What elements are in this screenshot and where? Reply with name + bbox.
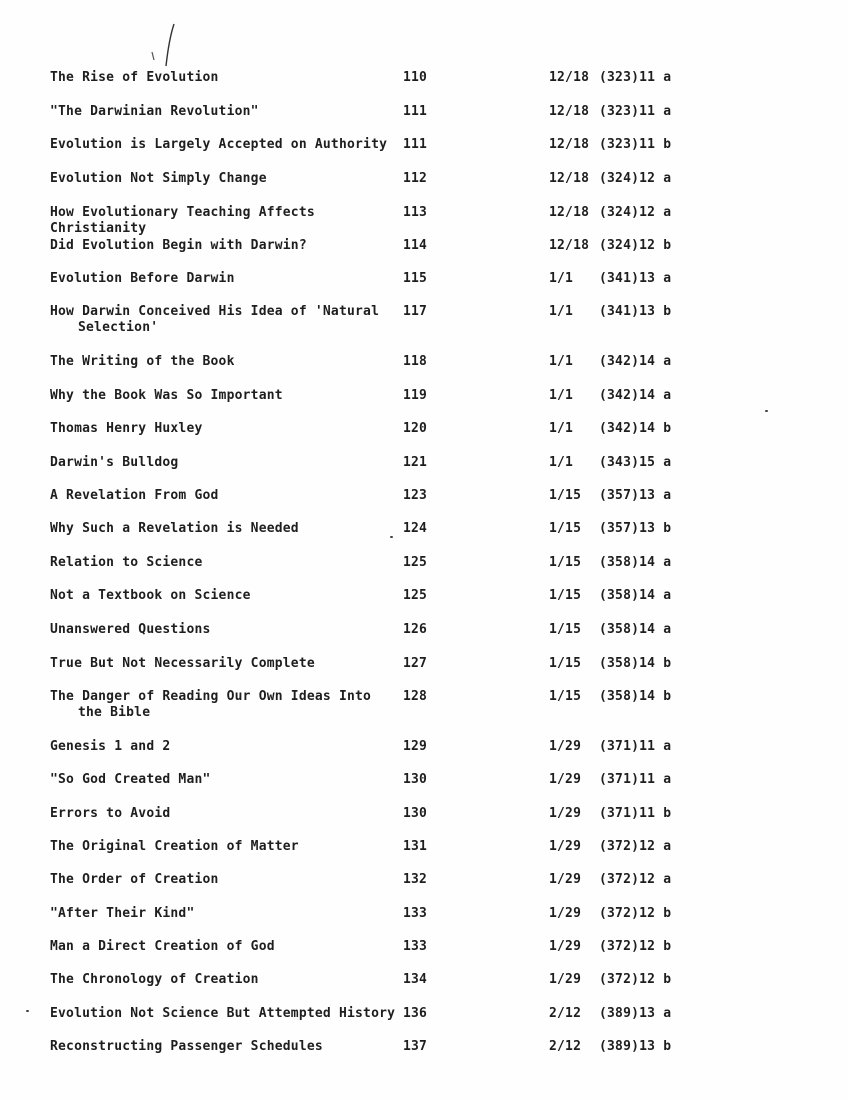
entry-title-line: Why Such a Revelation is Needed [50,521,299,536]
entry-date: 1/15 [549,689,582,704]
entry-page-number: 125 [403,588,428,603]
entry-page-number: 129 [403,739,428,754]
entry-date: 1/29 [549,806,582,821]
entry-page-number: 121 [403,455,428,470]
entry-title [50,421,400,437]
ink-speck [765,410,768,412]
entry-date: 1/29 [549,939,582,954]
entry-title [50,588,400,604]
entry-date: 1/29 [549,906,582,921]
entry-reference: (323)11 a [599,104,672,119]
ink-speck [390,536,393,538]
entry-title-line: Thomas Henry Huxley [50,421,203,436]
entry-title-line: "After Their Kind" [50,906,195,921]
entry-title [50,388,400,404]
entry-title-line: The Rise of Evolution [50,70,219,85]
entry-reference: (371)11 a [599,772,672,787]
entry-date: 1/29 [549,739,582,754]
entry-page-number: 133 [403,906,428,921]
entry-date: 1/29 [549,872,582,887]
entry-title-line: Evolution Not Simply Change [50,171,267,186]
entry-date: 12/18 [549,70,590,85]
entry-page-number: 130 [403,772,428,787]
entry-date: 1/15 [549,555,582,570]
entry-date: 1/1 [549,354,574,369]
entry-title-line: Darwin's Bulldog [50,455,179,470]
entry-reference: (389)13 a [599,1006,672,1021]
entry-page-number: 126 [403,622,428,637]
entry-title-line: Errors to Avoid [50,806,171,821]
entry-date: 1/15 [549,656,582,671]
entry-title-line: A Revelation From God [50,488,219,503]
entry-title-line: Evolution Before Darwin [50,271,235,286]
entry-page-number: 114 [403,238,428,253]
entry-title-line: Relation to Science [50,555,203,570]
entry-page-number: 113 [403,205,428,220]
entry-page-number: 111 [403,104,428,119]
entry-title [50,104,400,120]
entry-reference: (323)11 a [599,70,672,85]
entry-title-line: Man a Direct Creation of God [50,939,275,954]
entry-date: 2/12 [549,1006,582,1021]
entry-reference: (372)12 a [599,872,672,887]
entry-page-number: 133 [403,939,428,954]
entry-page-number: 132 [403,872,428,887]
entry-title-line: How Darwin Conceived His Idea of 'Natural [50,304,380,319]
entry-reference: (357)13 a [599,488,672,503]
entry-date: 12/18 [549,205,590,220]
entry-title [50,972,400,988]
entry-title-line: "So God Created Man" [50,772,211,787]
entry-title [50,772,400,788]
entry-title-line: The Chronology of Creation [50,972,259,987]
entry-date: 1/1 [549,304,574,319]
entry-title [50,939,400,955]
entry-page-number: 127 [403,656,428,671]
entry-reference: (324)12 a [599,171,672,186]
entry-page-number: 119 [403,388,428,403]
entry-title [50,455,400,471]
entry-date: 1/1 [549,271,574,286]
pencil-mark [148,22,178,68]
entry-title [50,656,400,672]
entry-reference: (358)14 b [599,689,672,704]
entry-title-line: Did Evolution Begin with Darwin? [50,238,307,253]
entry-reference: (358)14 a [599,555,672,570]
entry-date: 12/18 [549,137,590,152]
entry-date: 12/18 [549,104,590,119]
entry-page-number: 137 [403,1039,428,1054]
entry-page-number: 125 [403,555,428,570]
entry-page-number: 117 [403,304,428,319]
entry-page-number: 120 [403,421,428,436]
entry-reference: (343)15 a [599,455,672,470]
entry-title [50,555,400,571]
entry-reference: (389)13 b [599,1039,672,1054]
entry-title [50,839,400,855]
entry-date: 1/29 [549,772,582,787]
entry-page-number: 112 [403,171,428,186]
entry-page-number: 124 [403,521,428,536]
entry-title [50,488,400,504]
entry-date: 1/15 [549,588,582,603]
entry-date: 1/15 [549,622,582,637]
entry-title-line: How Evolutionary Teaching Affects Christianity [50,205,323,236]
entry-reference: (372)12 b [599,972,672,987]
entry-title-line: True But Not Necessarily Complete [50,656,315,671]
entry-reference: (358)14 b [599,656,672,671]
entry-page-number: 128 [403,689,428,704]
entry-reference: (372)12 b [599,939,672,954]
ink-speck [26,1010,29,1012]
entry-title-continuation: Selection' [78,320,159,335]
entry-page-number: 110 [403,70,428,85]
entry-date: 12/18 [549,238,590,253]
entry-reference: (341)13 a [599,271,672,286]
entry-title [50,689,400,721]
entry-title [50,354,400,370]
entry-title-line: Evolution is Largely Accepted on Authority [50,137,388,152]
entry-date: 1/29 [549,839,582,854]
entry-title [50,806,400,822]
entry-reference: (341)13 b [599,304,672,319]
entry-page-number: 136 [403,1006,428,1021]
entry-reference: (371)11 a [599,739,672,754]
entry-reference: (324)12 b [599,238,672,253]
entry-reference: (358)14 a [599,588,672,603]
entry-title [50,872,400,888]
entry-date: 1/1 [549,455,574,470]
entry-title-line: The Original Creation of Matter [50,839,299,854]
entry-title-line: Why the Book Was So Important [50,388,283,403]
entry-page-number: 123 [403,488,428,503]
entry-page-number: 131 [403,839,428,854]
entry-reference: (342)14 b [599,421,672,436]
entry-reference: (357)13 b [599,521,672,536]
entry-title-line: Evolution Not Science But Attempted History [50,1006,396,1021]
entry-title-line: The Danger of Reading Our Own Ideas Into [50,689,372,704]
entry-reference: (371)11 b [599,806,672,821]
entry-title-line: "The Darwinian Revolution" [50,104,259,119]
entry-reference: (323)11 b [599,137,672,152]
entry-title-line: The Order of Creation [50,872,219,887]
entry-title [50,1006,400,1022]
entry-date: 1/1 [549,421,574,436]
entry-title-line: The Writing of the Book [50,354,235,369]
entry-date: 1/29 [549,972,582,987]
entry-reference: (342)14 a [599,388,672,403]
entry-page-number: 115 [403,271,428,286]
entry-title [50,622,400,638]
entry-reference: (372)12 b [599,906,672,921]
entry-title [50,1039,400,1055]
entry-title-line: Genesis 1 and 2 [50,739,171,754]
entry-title [50,205,400,237]
entry-reference: (324)12 a [599,205,672,220]
entry-title [50,739,400,755]
entry-page-number: 118 [403,354,428,369]
entry-reference: (342)14 a [599,354,672,369]
entry-page-number: 130 [403,806,428,821]
entry-title-line: Not a Textbook on Science [50,588,251,603]
entry-title-line: Unanswered Questions [50,622,211,637]
entry-title [50,521,400,537]
entry-title [50,304,400,336]
entry-title [50,171,400,187]
entry-title [50,238,400,254]
entry-page-number: 134 [403,972,428,987]
entry-page-number: 111 [403,137,428,152]
entry-date: 12/18 [549,171,590,186]
entry-date: 1/1 [549,388,574,403]
entry-reference: (358)14 a [599,622,672,637]
entry-title-continuation: the Bible [78,705,151,720]
entry-date: 1/15 [549,521,582,536]
entry-date: 1/15 [549,488,582,503]
entry-date: 2/12 [549,1039,582,1054]
entry-reference: (372)12 a [599,839,672,854]
entry-title [50,906,400,922]
entry-title [50,70,400,86]
entry-title-line: Reconstructing Passenger Schedules [50,1039,323,1054]
entry-title [50,137,400,153]
entry-title [50,271,400,287]
